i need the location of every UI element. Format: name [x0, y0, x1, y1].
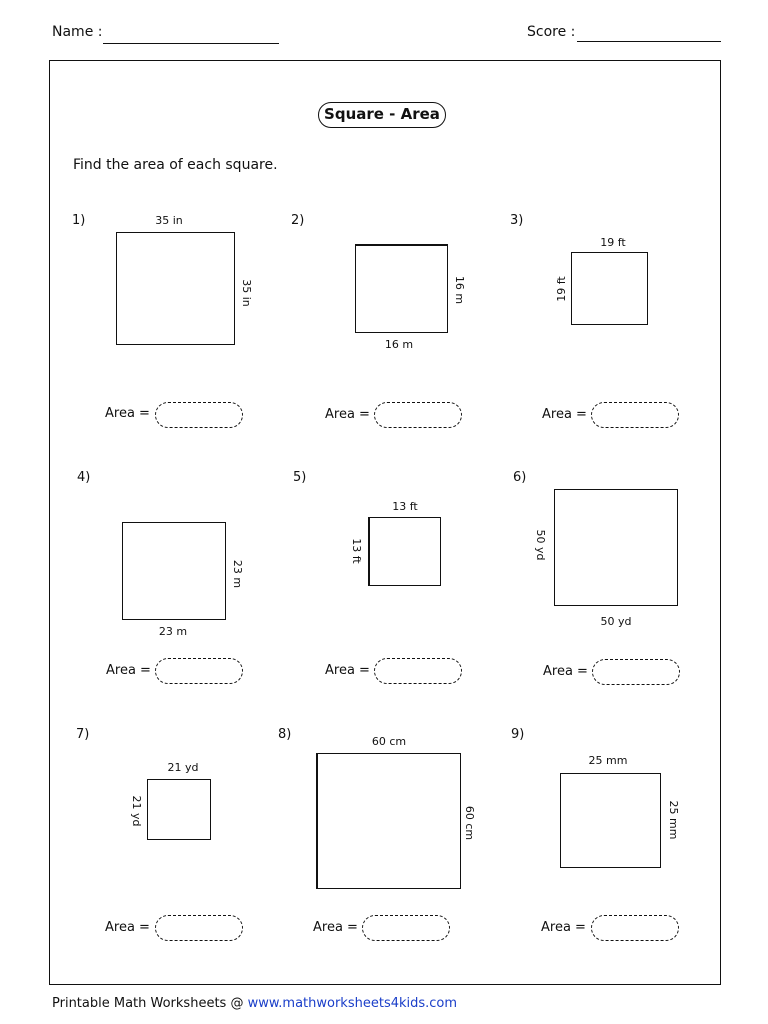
problem-number: 8) — [278, 727, 292, 742]
area-answer-box[interactable] — [591, 915, 679, 941]
area-answer-box[interactable] — [362, 915, 450, 941]
area-label: Area = — [105, 920, 150, 935]
worksheet-title: Square - Area — [318, 102, 446, 128]
square-shape — [368, 517, 441, 586]
square-top-label: 13 ft — [392, 500, 418, 513]
problem-number: 9) — [511, 727, 525, 742]
square-shape — [316, 753, 461, 889]
area-answer-box[interactable] — [155, 658, 243, 684]
square-side-label: 13 ft — [350, 538, 363, 564]
square-side-label: 21 yd — [130, 795, 143, 827]
area-answer-box[interactable] — [374, 658, 462, 684]
problem-number: 5) — [293, 470, 307, 485]
name-label: Name : — [52, 24, 103, 40]
area-label: Area = — [105, 406, 150, 421]
area-label: Area = — [541, 920, 586, 935]
area-label: Area = — [313, 920, 358, 935]
square-side-label: 19 ft — [555, 276, 568, 302]
area-label: Area = — [106, 663, 151, 678]
square-shape — [355, 244, 448, 333]
problem-number: 3) — [510, 213, 524, 228]
square-shape — [122, 522, 226, 620]
square-bottom-label: 16 m — [384, 338, 414, 351]
square-side-label: 50 yd — [534, 529, 547, 561]
area-label: Area = — [325, 407, 370, 422]
problem-number: 7) — [76, 727, 90, 742]
area-label: Area = — [543, 664, 588, 679]
area-answer-box[interactable] — [155, 402, 243, 428]
square-top-label: 25 mm — [588, 754, 628, 767]
square-bottom-label: 23 m — [158, 625, 188, 638]
instructions: Find the area of each square. — [73, 157, 278, 173]
square-shape — [554, 489, 678, 606]
square-bottom-label: 50 yd — [600, 615, 632, 628]
area-label: Area = — [325, 663, 370, 678]
area-label: Area = — [542, 407, 587, 422]
area-answer-box[interactable] — [592, 659, 680, 685]
square-side-label: 60 cm — [463, 805, 476, 841]
square-side-label: 16 m — [453, 275, 466, 305]
footer-text: Printable Math Worksheets @ — [52, 996, 248, 1011]
score-label: Score : — [527, 24, 576, 40]
square-top-label: 21 yd — [167, 761, 199, 774]
square-side-label: 35 in — [240, 279, 253, 307]
square-shape — [147, 779, 211, 840]
problem-number: 6) — [513, 470, 527, 485]
footer-link[interactable]: www.mathworksheets4kids.com — [247, 996, 458, 1011]
area-answer-box[interactable] — [591, 402, 679, 428]
square-shape — [116, 232, 235, 345]
problem-number: 2) — [291, 213, 305, 228]
area-answer-box[interactable] — [374, 402, 462, 428]
square-shape — [571, 252, 648, 325]
area-answer-box[interactable] — [155, 915, 243, 941]
square-top-label: 60 cm — [371, 735, 407, 748]
square-top-label: 35 in — [155, 214, 183, 227]
footer — [52, 996, 457, 1011]
square-shape — [560, 773, 661, 868]
problem-number: 4) — [77, 470, 91, 485]
name-field-line[interactable] — [103, 43, 279, 44]
square-top-label: 19 ft — [600, 236, 626, 249]
problem-number: 1) — [72, 213, 86, 228]
square-side-label: 23 m — [231, 559, 244, 589]
score-field-line[interactable] — [577, 41, 721, 42]
square-side-label: 25 mm — [667, 800, 680, 840]
